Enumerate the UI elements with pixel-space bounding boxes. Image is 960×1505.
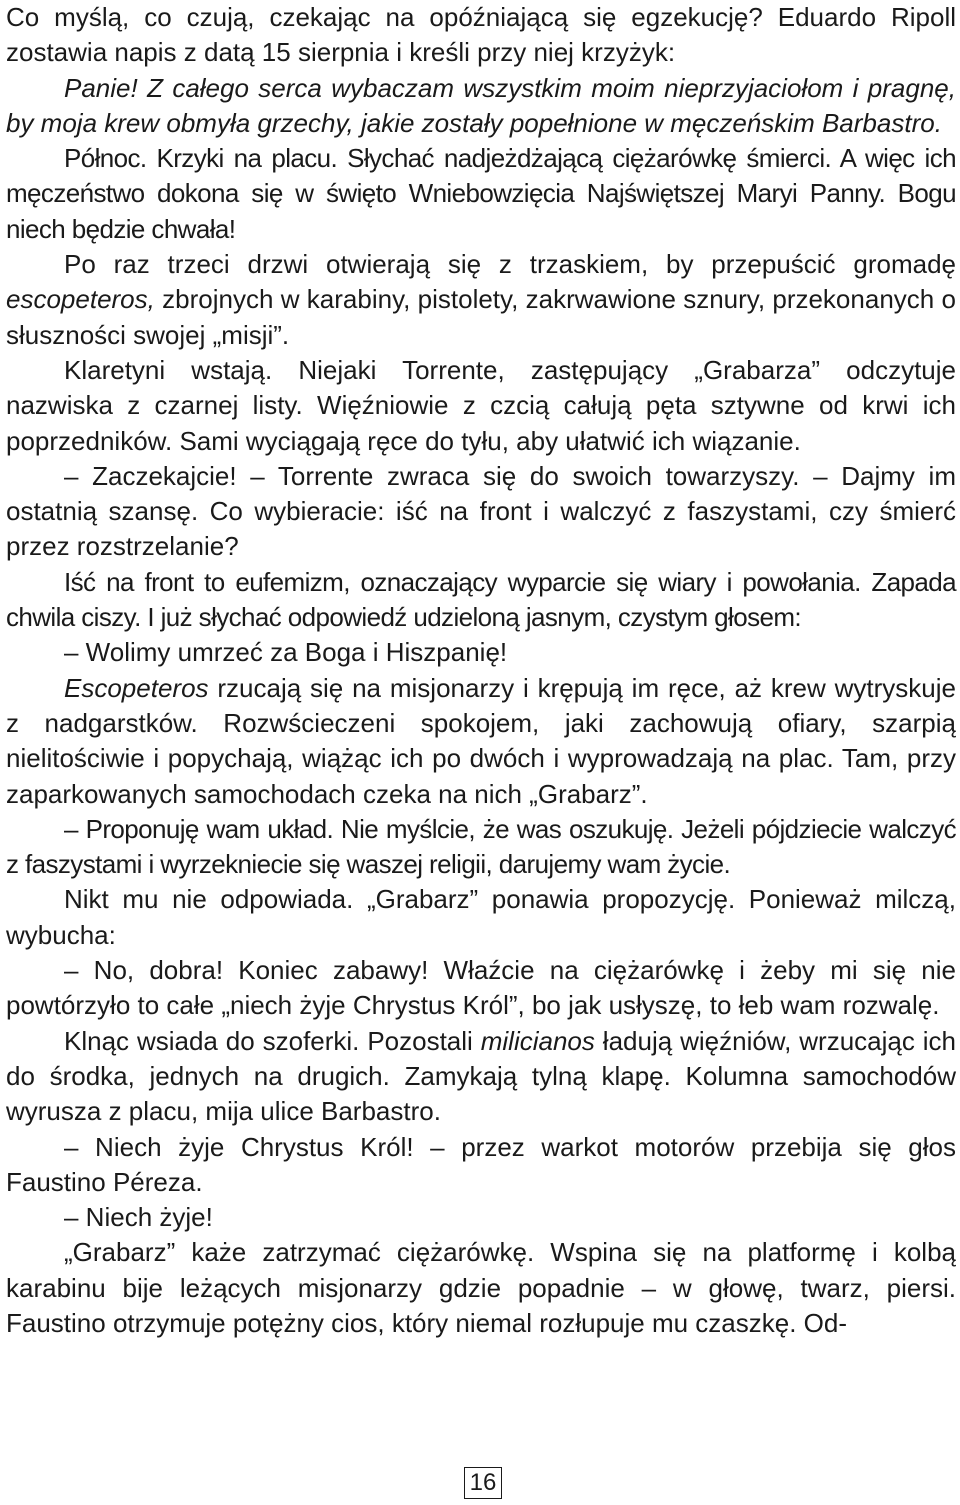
paragraph-11: Nikt mu nie odpowiada. „Grabarz” ponawia propozycję. Ponieważ milczą, wybucha: bbox=[6, 884, 956, 950]
paragraph-10-dialogue: – Proponuję wam układ. Nie myślcie, że was oszukuję. Jeżeli pójdziecie walczyć z faszystami i wyrzekniecie się waszej religii, darujemy wam życie. bbox=[6, 813, 956, 880]
paragraph-13-text-b: ładują więźniów, wrzucając ich do środka, jednych na drugich. Zamykają tylną klapę. Kolumna samochodów wyrusza z placu, mija ulice Barbastro. bbox=[6, 1025, 957, 1127]
page-number: 16 bbox=[464, 1467, 502, 1499]
paragraph-4 bbox=[6, 247, 956, 353]
paragraph-7: Iść na front to eufemizm, oznaczający wyparcie się wiary i powołania. Zapada chwila ciszy. I już słychać odpowiedź udzieloną jasnym, czystym głosem: bbox=[6, 566, 956, 633]
paragraph-5: Klaretyni wstają. Niejaki Torrente, zastępujący „Grabarza” odczytuje nazwiska z czarnej listy. Więźniowie z czcią całują pęta sztywne od krwi ich poprzedników. Sami wyciągają ręce do tyłu, aby ułatwić ich wiązanie. bbox=[6, 354, 956, 456]
paragraph-9 bbox=[6, 671, 956, 812]
paragraph-9-text: rzucają się na misjonarzy i krępują im ręce, aż krew wytryskuje z nadgarstków. Rozwścieczeni spokojem, jaki zachowują ofiary, szarpią nielitościwie i popychają, wiążąc ich po dwóch i wyprowadzają na plac. Tam, przy zaparkowanych samochodach czeka na nich „Grabarz”. bbox=[6, 672, 956, 809]
paragraph-6-dialogue: – Zaczekajcie! – Torrente zwraca się do swoich towarzyszy. – Dajmy im ostatnią szansę. Co wybieracie: iść na front i walczyć z faszystami, czy śmierć przez rozstrzelanie? bbox=[6, 460, 956, 562]
paragraph-2-inscription: Panie! Z całego serca wybaczam wszystkim moim nieprzyjaciołom i pragnę, by moja krew obmyła grzechy, jakie zostały popełnione w męczeńskim Barbastro. bbox=[6, 72, 956, 138]
paragraph-9-italic: Escopeteros bbox=[64, 672, 209, 703]
paragraph-1: Co myślą, co czują, czekając na opóźniającą się egzekucję? Eduardo Ripoll zostawia napis z datą 15 sierpnia i kreśli przy niej krzyżyk: bbox=[6, 2, 956, 68]
paragraph-3: Północ. Krzyki na placu. Słychać nadjeżdżającą ciężarówkę śmierci. A więc ich męczeństwo dokona się w święto Wniebowzięcia Najświętszej Maryi Panny. Bogu niech będzie chwała! bbox=[6, 143, 956, 244]
paragraph-4-text-a: Po raz trzeci drzwi otwierają się z trzaskiem, by przepuścić gromadę bbox=[64, 249, 956, 280]
paragraph-13-text-a: Klnąc wsiada do szoferki. Pozostali bbox=[64, 1025, 481, 1056]
paragraph-14-dialogue: – Niech żyje Chrystus Król! – przez warkot motorów przebija się głos Faustino Péreza. bbox=[6, 1131, 956, 1197]
paragraph-8-dialogue: – Wolimy umrzeć za Boga i Hiszpanię! bbox=[64, 637, 508, 668]
paragraph-4-italic: escopeteros, bbox=[6, 284, 155, 315]
paragraph-12-dialogue: – No, dobra! Koniec zabawy! Właźcie na ciężarówkę i żeby mi się nie powtórzyło to całe „niech żyje Chrystus Król”, bo jak usłyszę, to łeb wam rozwalę. bbox=[6, 955, 956, 1021]
paragraph-4-text-b: zbrojnych w karabiny, pistolety, zakrwawione sznury, przekonanych o słuszności swojej „misji”. bbox=[6, 284, 956, 350]
page-body bbox=[6, 0, 956, 1341]
paragraph-13-italic: milicianos bbox=[480, 1025, 595, 1056]
paragraph-15-dialogue: – Niech żyje! bbox=[64, 1202, 213, 1233]
paragraph-16: „Grabarz” każe zatrzymać ciężarówkę. Wspina się na platformę i kolbą karabinu bije leżących misjonarzy gdzie popadnie – w głowę, twarz, piersi. Faustino otrzymuje potężny cios, który niemal rozłupuje mu czaszkę. Od- bbox=[6, 1237, 956, 1338]
paragraph-13 bbox=[6, 1024, 956, 1130]
